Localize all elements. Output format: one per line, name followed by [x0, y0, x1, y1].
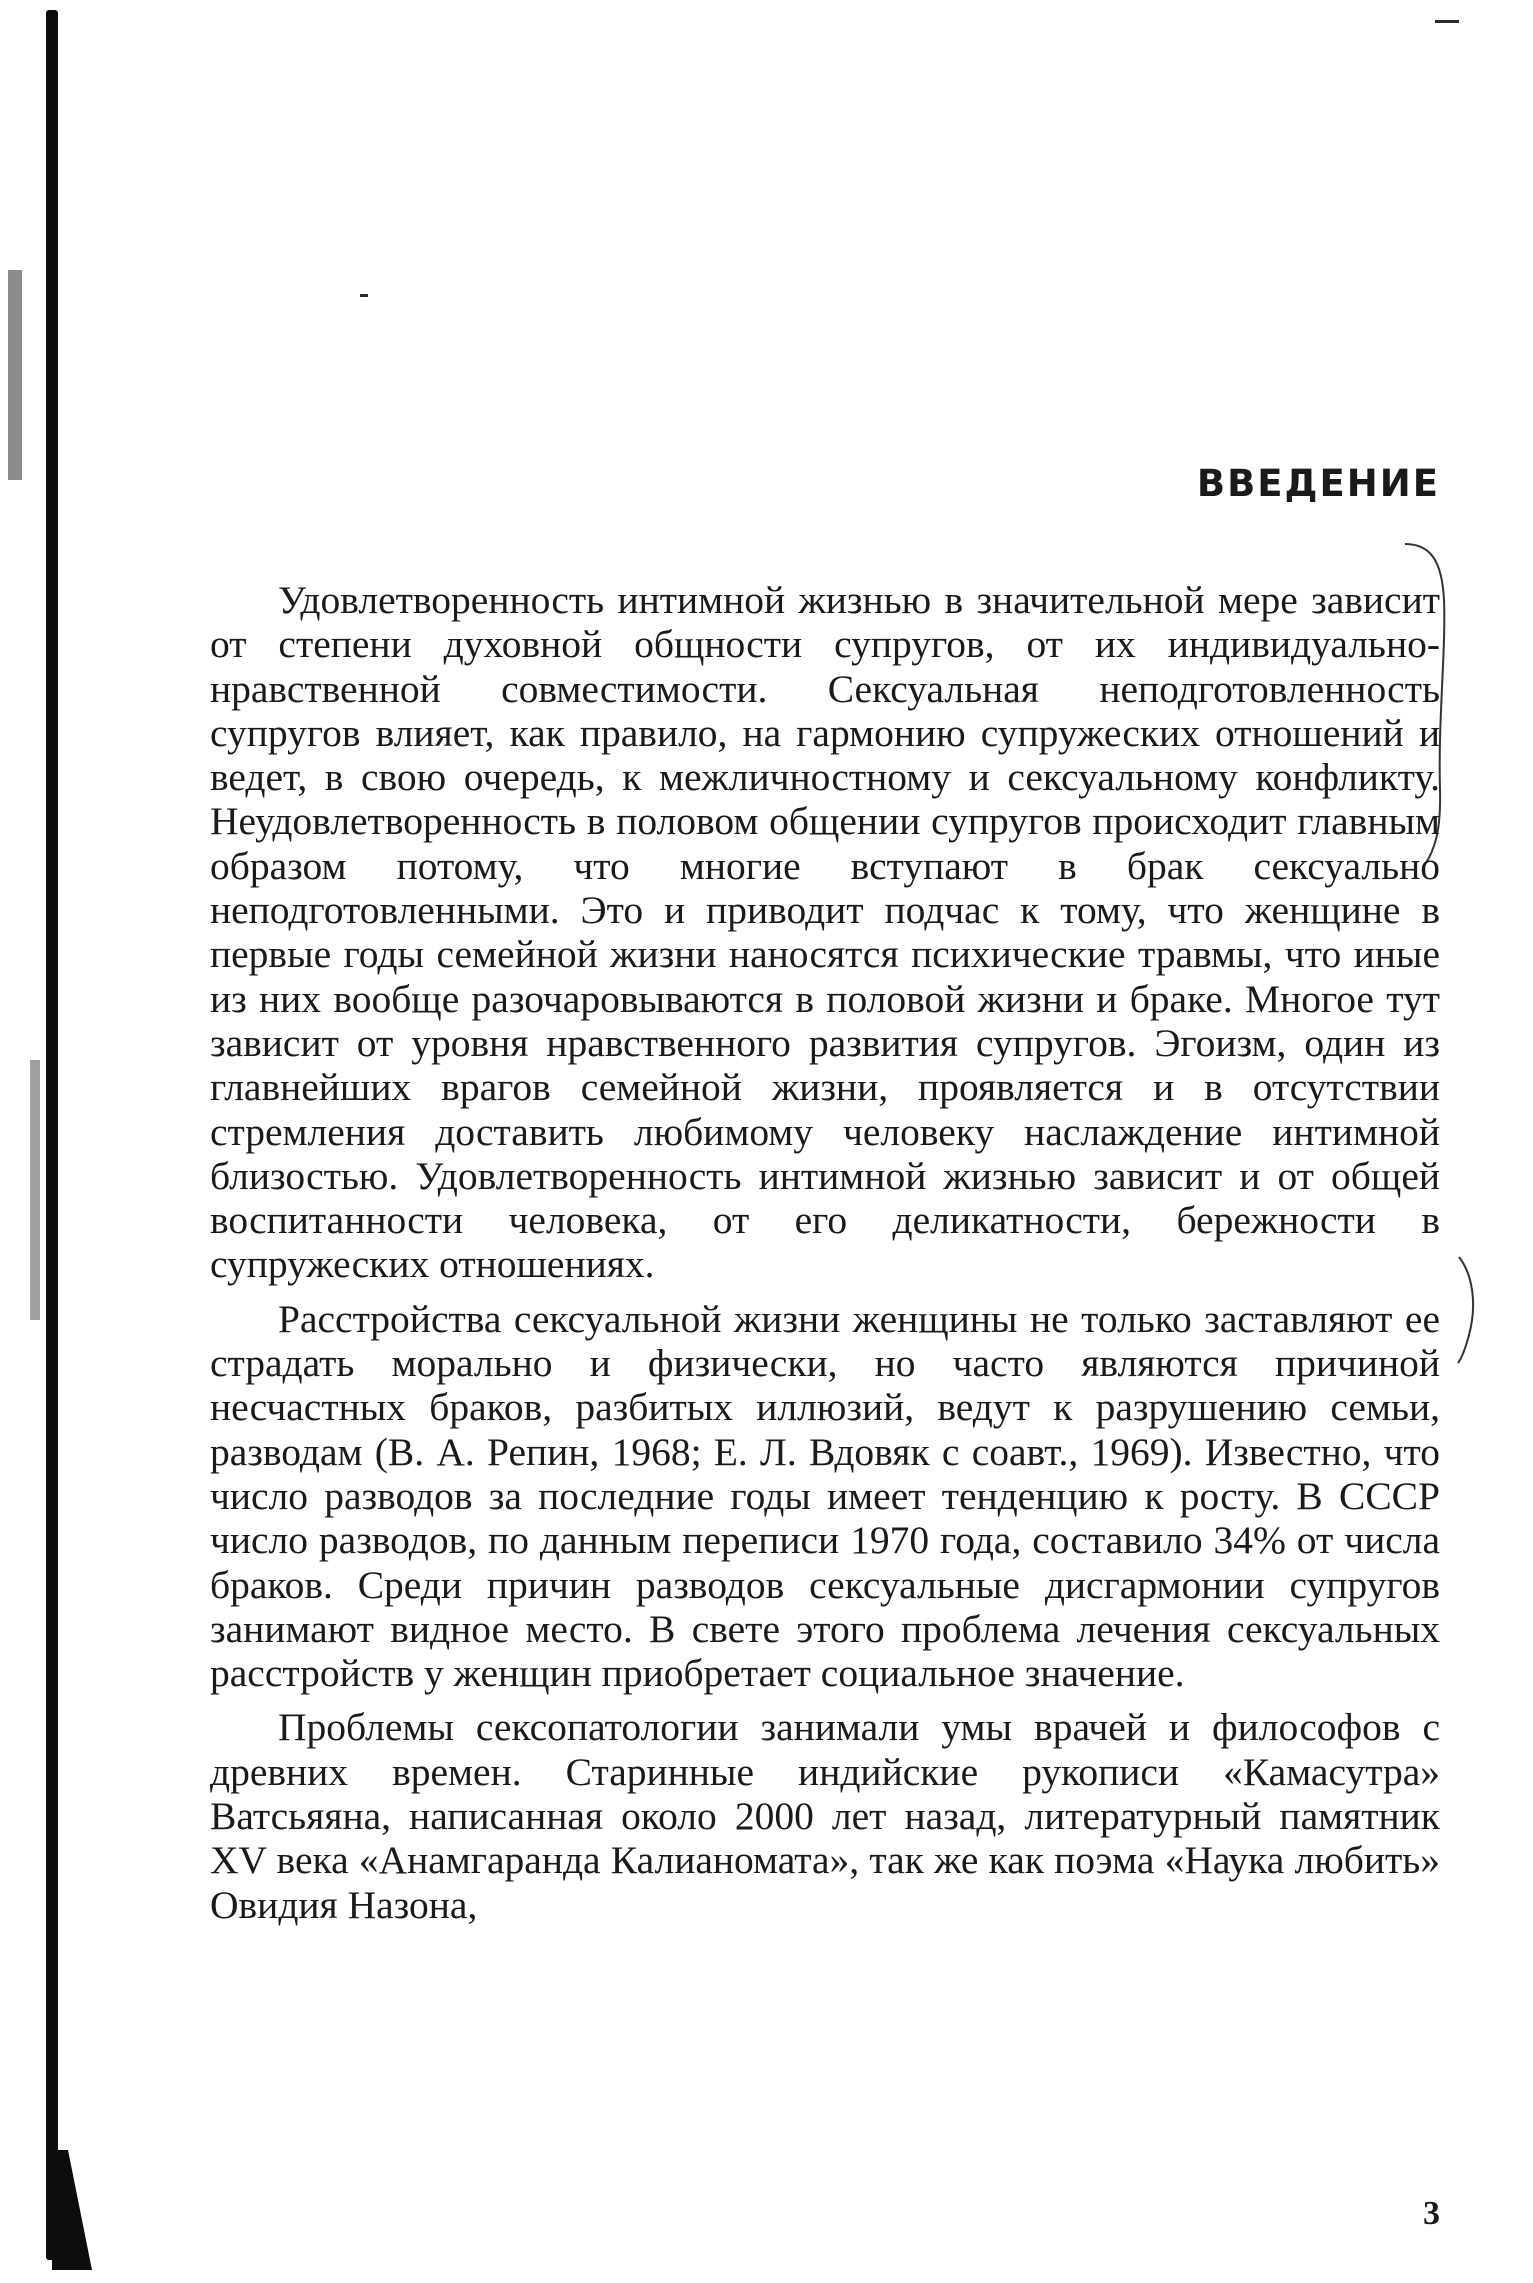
binding-edge-shadow	[46, 10, 58, 2260]
scan-mark-dot	[360, 294, 368, 297]
margin-bracket-lower	[1455, 1255, 1485, 1365]
scan-mark-top-right	[1435, 20, 1459, 23]
binding-edge-corner	[52, 2150, 92, 2270]
page-title: ВВЕДЕНИЕ	[1196, 462, 1440, 505]
scan-smudge-middle	[30, 1060, 40, 1320]
body-text	[210, 578, 1440, 1937]
paragraph-sexual-disorders: Расстройства сексуальной жизни женщины не только заставляют ее страдать морально и физически, но часто являются причиной несчастных браков, разбитых иллюзий, ведут к разрушению семьи, разводам (В. А. Репин, 1968; Е. Л. Вдовяк с соавт., 1969). Известно, что число разводов за последние годы имеет тенденцию к росту. В СССР число разводов, по данным переписи 1970 года, составило 34% от числа браков. Среди причин разводов сексуальные дисгармонии супругов занимают видное место. В свете этого проблема лечения сексуальных расстройств у женщин приобретает социальное значение.	[210, 1296, 1440, 1696]
page-number: 3	[1423, 2195, 1440, 2232]
scan-smudge-upper	[8, 270, 22, 480]
paragraph-intimate-life: Удовлетворенность интимной жизнью в значительной мере зависит от степени духовной общности супругов, от их индивидуально-нравственной совместимости. Сексуальная неподготовленность супругов влияет, как правило, на гармонию супружеских отношений и ведет, в свою очередь, к межличностному и сексуальному конфликту. Неудовлетворенность в половом общении супругов происходит главным образом потому, что многие вступают в брак сексуально неподготовленными. Это и приводит подчас к тому, что женщине в первые годы семейной жизни наносятся психические травмы, что иные из них вообще разочаровываются в половой жизни и браке. Многое тут зависит от уровня нравственного развития супругов. Эгоизм, один из главнейших врагов семейной жизни, проявляется и в отсутствии стремления доставить любимому человеку наслаждение интимной близостью. Удовлетворенность интимной жизнью зависит и от общей воспитанности человека, от его деликатности, бережности в супружеских отношениях.	[210, 578, 1440, 1287]
paragraph-sexopathology-history: Проблемы сексопатологии занимали умы врачей и философов с древних времен. Старинные индийские рукописи «Камасутра» Ватсьяяна, написанная около 2000 лет назад, литературный памятник XV века «Анамгаранда Калианомата», так же как поэма «Наука любить» Овидия Назона,	[210, 1705, 1440, 1927]
